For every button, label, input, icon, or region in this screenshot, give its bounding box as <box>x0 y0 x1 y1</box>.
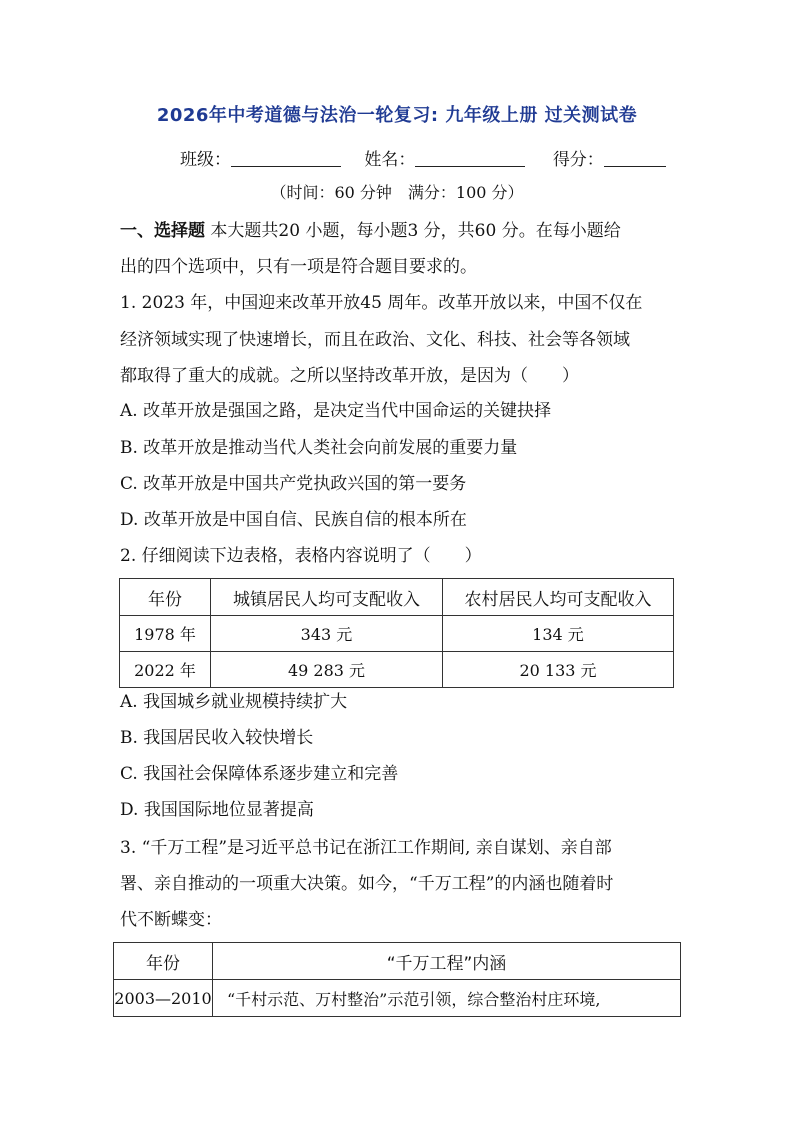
q3-stem-line2: 署、亲自推动的一项重大决策。如今，“千万工程”的内涵也随着时 <box>120 874 614 894</box>
q3-stem-line1: 3. “千万工程”是习近平总书记在浙江工作期间, 亲自谋划、亲自部 <box>120 838 612 858</box>
table-header-content: “千万工程”内涵 <box>213 943 681 980</box>
table-row <box>114 980 681 1017</box>
name-blank <box>415 150 525 167</box>
q3-stem-line3: 代不断蝶变： <box>120 910 222 930</box>
class-label: 班级： <box>180 150 231 170</box>
name-label: 姓名： <box>364 150 416 170</box>
table-header-year: 年份 <box>114 943 213 980</box>
section-description-line2: 出的四个选项中，只有一项是符合题目要求的。 <box>120 257 477 277</box>
table-cell: 134 元 <box>443 616 674 652</box>
table-cell: 343 元 <box>211 616 443 652</box>
table-header-urban: 城镇居民人均可支配收入 <box>211 579 443 616</box>
q2-option-b: B. 我国居民收入较快增长 <box>120 728 314 748</box>
student-info-line <box>180 145 666 170</box>
q1-option-a: A. 改革开放是强国之路，是决定当代中国命运的关键抉择 <box>120 401 552 421</box>
table-row <box>120 652 674 688</box>
q3-project-table <box>113 942 681 1017</box>
q1-option-b: B. 改革开放是推动当代人类社会向前发展的重要力量 <box>120 438 518 458</box>
table-cell: 2003—2010 <box>114 980 213 1017</box>
table-cell: 49 283 元 <box>211 652 443 688</box>
section-header-line <box>120 221 621 241</box>
q1-option-d: D. 改革开放是中国自信、民族自信的根本所在 <box>120 510 467 530</box>
q2-option-c: C. 我国社会保障体系逐步建立和完善 <box>120 764 399 784</box>
time-score-note: （时间：60 分钟 满分：100 分） <box>270 183 524 202</box>
class-blank <box>231 150 341 167</box>
table-cell: 20 133 元 <box>443 652 674 688</box>
q1-stem-line3: 都取得了重大的成就。之所以坚持改革开放，是因为（ ） <box>120 366 579 386</box>
page-title: 2026年中考道德与法治一轮复习: 九年级上册 过关测试卷 <box>156 105 638 126</box>
q1-stem-line1: 1. 2023 年，中国迎来改革开放45 周年。改革开放以来，中国不仅在 <box>120 293 643 313</box>
section-heading: 一、选择题 <box>120 221 205 241</box>
score-label: 得分： <box>552 150 604 170</box>
table-header-row <box>120 579 674 616</box>
table-cell: 2022 年 <box>120 652 211 688</box>
table-cell: “千村示范、万村整治”示范引领，综合整治村庄环境, <box>213 980 681 1017</box>
q2-income-table <box>119 578 674 688</box>
table-cell: 1978 年 <box>120 616 211 652</box>
q2-option-a: A. 我国城乡就业规模持续扩大 <box>120 692 348 712</box>
q2-stem: 2. 仔细阅读下边表格，表格内容说明了（ ） <box>120 546 482 566</box>
table-row <box>120 616 674 652</box>
table-header-year: 年份 <box>120 579 211 616</box>
q1-stem-line2: 经济领域实现了快速增长，而且在政治、文化、科技、社会等各领域 <box>120 330 630 350</box>
table-header-row <box>114 943 681 980</box>
table-header-rural: 农村居民人均可支配收入 <box>443 579 674 616</box>
q1-option-c: C. 改革开放是中国共产党执政兴国的第一要务 <box>120 474 467 494</box>
q2-option-d: D. 我国国际地位显著提高 <box>120 800 314 820</box>
section-description: 本大题共20 小题，每小题3 分，共60 分。在每小题给 <box>210 221 621 241</box>
score-blank <box>604 150 666 167</box>
